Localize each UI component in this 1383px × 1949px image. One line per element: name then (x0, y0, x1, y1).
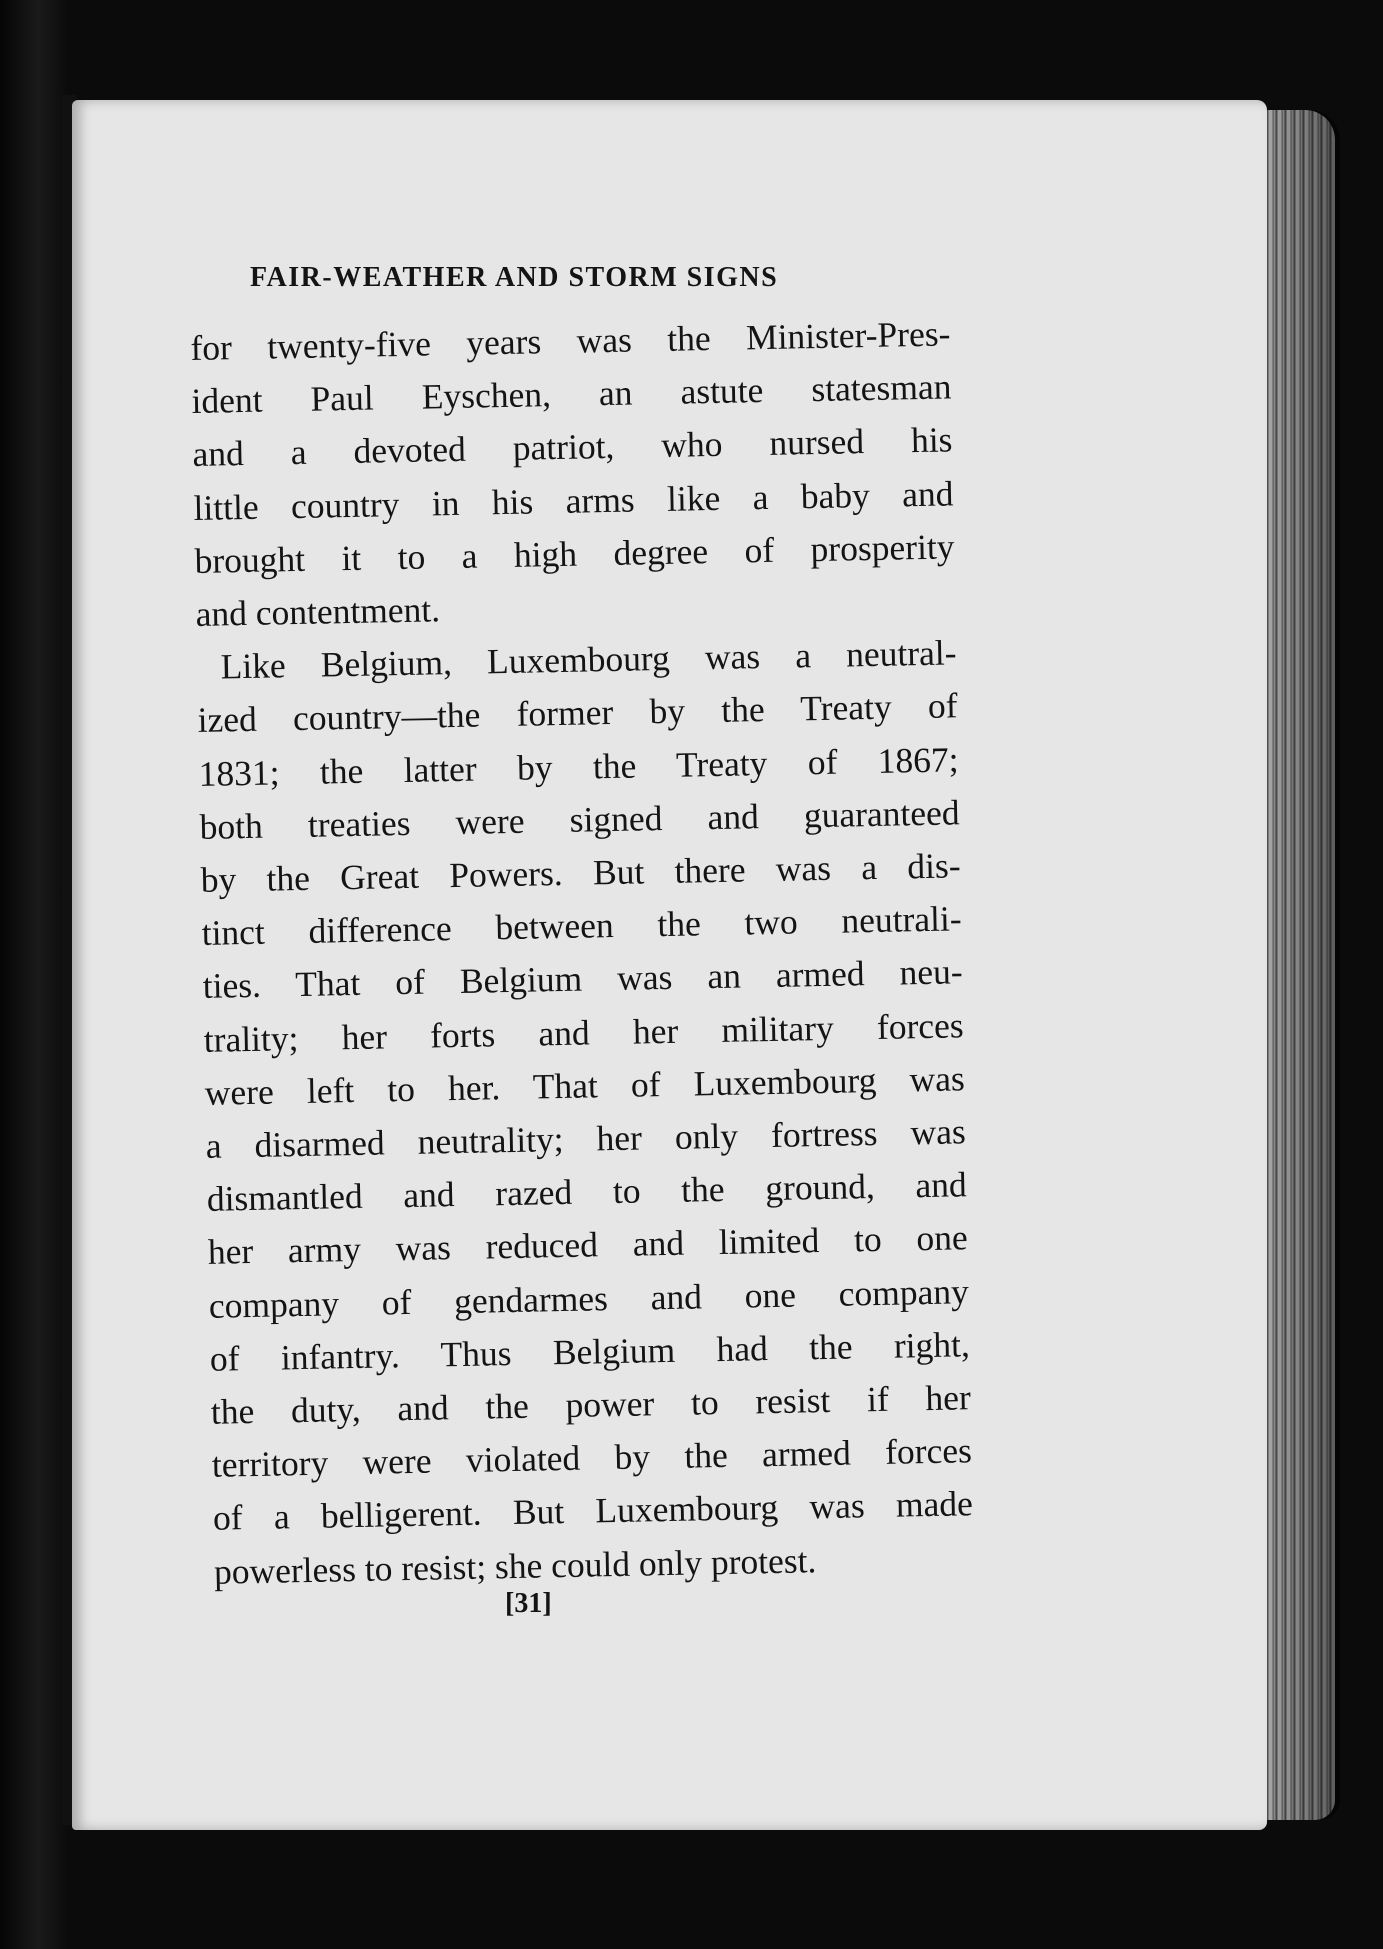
running-head: FAIR-WEATHER AND STORM SIGNS (250, 262, 779, 293)
text-line: were left to her. That of Luxembourg was (204, 1058, 966, 1113)
text-line: both treaties were signed and guaranteed (199, 792, 960, 847)
text-line: trality; her forts and her military forces (203, 1004, 965, 1060)
text-line: dismantled and razed to the ground, and (206, 1164, 968, 1220)
text-line: for twenty-five years was the Minister-Pres- (190, 313, 951, 368)
page-number: [31] (505, 1588, 552, 1619)
text-line: little country in his arms like a baby and (193, 472, 954, 528)
text-line: territory were violated by the armed forces (211, 1430, 973, 1486)
text-line: the duty, and the power to resist if her (210, 1377, 972, 1432)
book-binding-edge (0, 0, 70, 1949)
text-line: her army was reduced and limited to one (207, 1217, 969, 1273)
text-line: and contentment. (195, 589, 441, 634)
text-line: 1831; the latter by the Treaty of 1867; (198, 738, 959, 794)
text-line: of infantry. Thus Belgium had the right, (209, 1324, 971, 1379)
text-line: powerless to resist; she could only protest. (213, 1539, 817, 1592)
text-line: Like Belgium, Luxembourg was a neutral- (220, 632, 957, 687)
text-line: of a belligerent. But Luxembourg was made (212, 1483, 974, 1539)
text-line: ized country—the former by the Treaty of (197, 685, 958, 741)
text-line: tinct difference between the two neutrali- (201, 898, 962, 954)
text-line: ident Paul Eyschen, an astute statesman (191, 366, 952, 422)
body-text (190, 307, 974, 1598)
text-line: brought it to a high degree of prosperity (194, 526, 955, 581)
text-line: a disarmed neutrality; her only fortress was (205, 1111, 967, 1166)
text-line: and a devoted patriot, who nursed his (192, 419, 953, 475)
text-line: by the Great Powers. But there was a dis- (200, 845, 961, 900)
text-line: company of gendarmes and one company (208, 1270, 970, 1326)
text-line: ties. That of Belgium was an armed neu- (202, 951, 963, 1007)
